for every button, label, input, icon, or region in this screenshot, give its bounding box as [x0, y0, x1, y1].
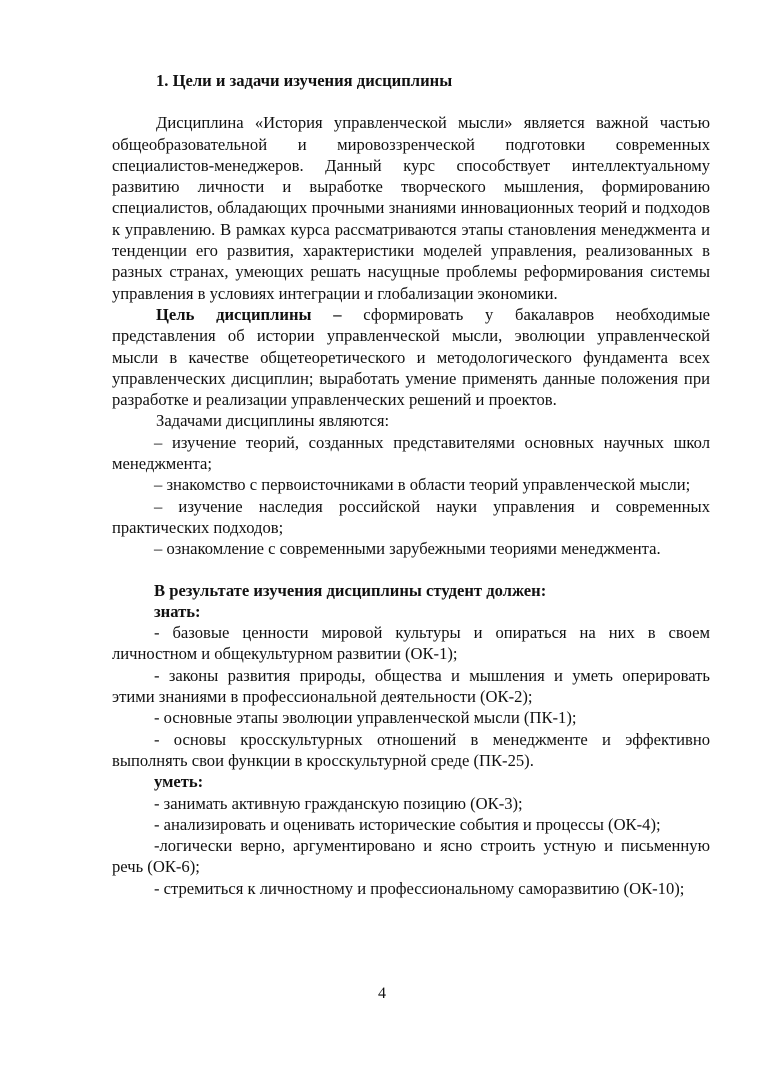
know-item: - основные этапы эволюции управленческой мысли (ПК-1);	[154, 708, 577, 728]
can-label: уметь:	[154, 772, 204, 792]
can-item: - занимать активную гражданскую позицию (ОК-3);	[154, 793, 523, 813]
document-page	[112, 70, 710, 899]
task-item: – ознакомление с современными зарубежными теориями менеджмента.	[154, 539, 661, 559]
results-heading: В результате изучения дисциплины студент должен:	[154, 580, 547, 600]
section-heading: 1. Цели и задачи изучения дисциплины	[156, 71, 453, 90]
can-item: - анализировать и оценивать исторические события и процессы (ОК-4);	[154, 814, 661, 834]
page-number: 4	[378, 985, 386, 1002]
know-item: - базовые ценности мировой культуры и опираться на них в своем личностном и общекультурном развитии (ОК-1);	[112, 623, 710, 664]
intro-paragraph: Дисциплина «История управленческой мысли» является важной частью общеобразовательной и мировоззренческой подготовки современных специалистов-менеджеров. Данный курс способствует интеллектуальному развитию личности и выработке творческого мышления, формированию специалистов, обладающих прочными знаниями инновационных теорий и подходов к управлению. В рамках курса рассматриваются этапы становления менеджмента и тенденции его развития, характеристики моделей управления, реализованных в разных странах, умеющих решать насущные проблемы реформирования системы управления в условиях интеграции и глобализации экономики.	[112, 113, 710, 303]
task-item: – изучение наследия российской науки управления и современных практических подходов;	[112, 496, 710, 537]
know-label: знать:	[154, 601, 201, 621]
goal-paragraph	[112, 304, 710, 410]
tasks-label: Задачами дисциплины являются:	[156, 411, 390, 431]
task-item: – изучение теорий, созданных представителями основных научных школ менеджмента;	[112, 432, 710, 474]
goal-text: сформировать у бакалавров необходимые представления об истории управленческой мысли, эволюции управленческой мысли в качестве общетеоретического и методологического фундамента всех управленческих дисциплин; выработать умение применять данные положения при разработке и реализации управленческих решений и проектов.	[112, 304, 710, 410]
know-item: - основы кросскультурных отношений в менеджменте и эффективно выполнять свои функции в кросскультурной среде (ПК-25).	[112, 729, 710, 770]
goal-label: Цель дисциплины –	[156, 304, 342, 324]
can-item: - стремиться к личностному и профессиональному саморазвитию (ОК-10);	[154, 878, 685, 898]
know-item: - законы развития природы, общества и мышления и уметь оперировать этими знаниями в профессиональной деятельности (ОК-2);	[112, 665, 710, 707]
can-item: -логически верно, аргументировано и ясно строить устную и письменную речь (ОК-6);	[112, 836, 710, 877]
task-item: – знакомство с первоисточниками в области теорий управленческой мысли;	[154, 475, 691, 495]
